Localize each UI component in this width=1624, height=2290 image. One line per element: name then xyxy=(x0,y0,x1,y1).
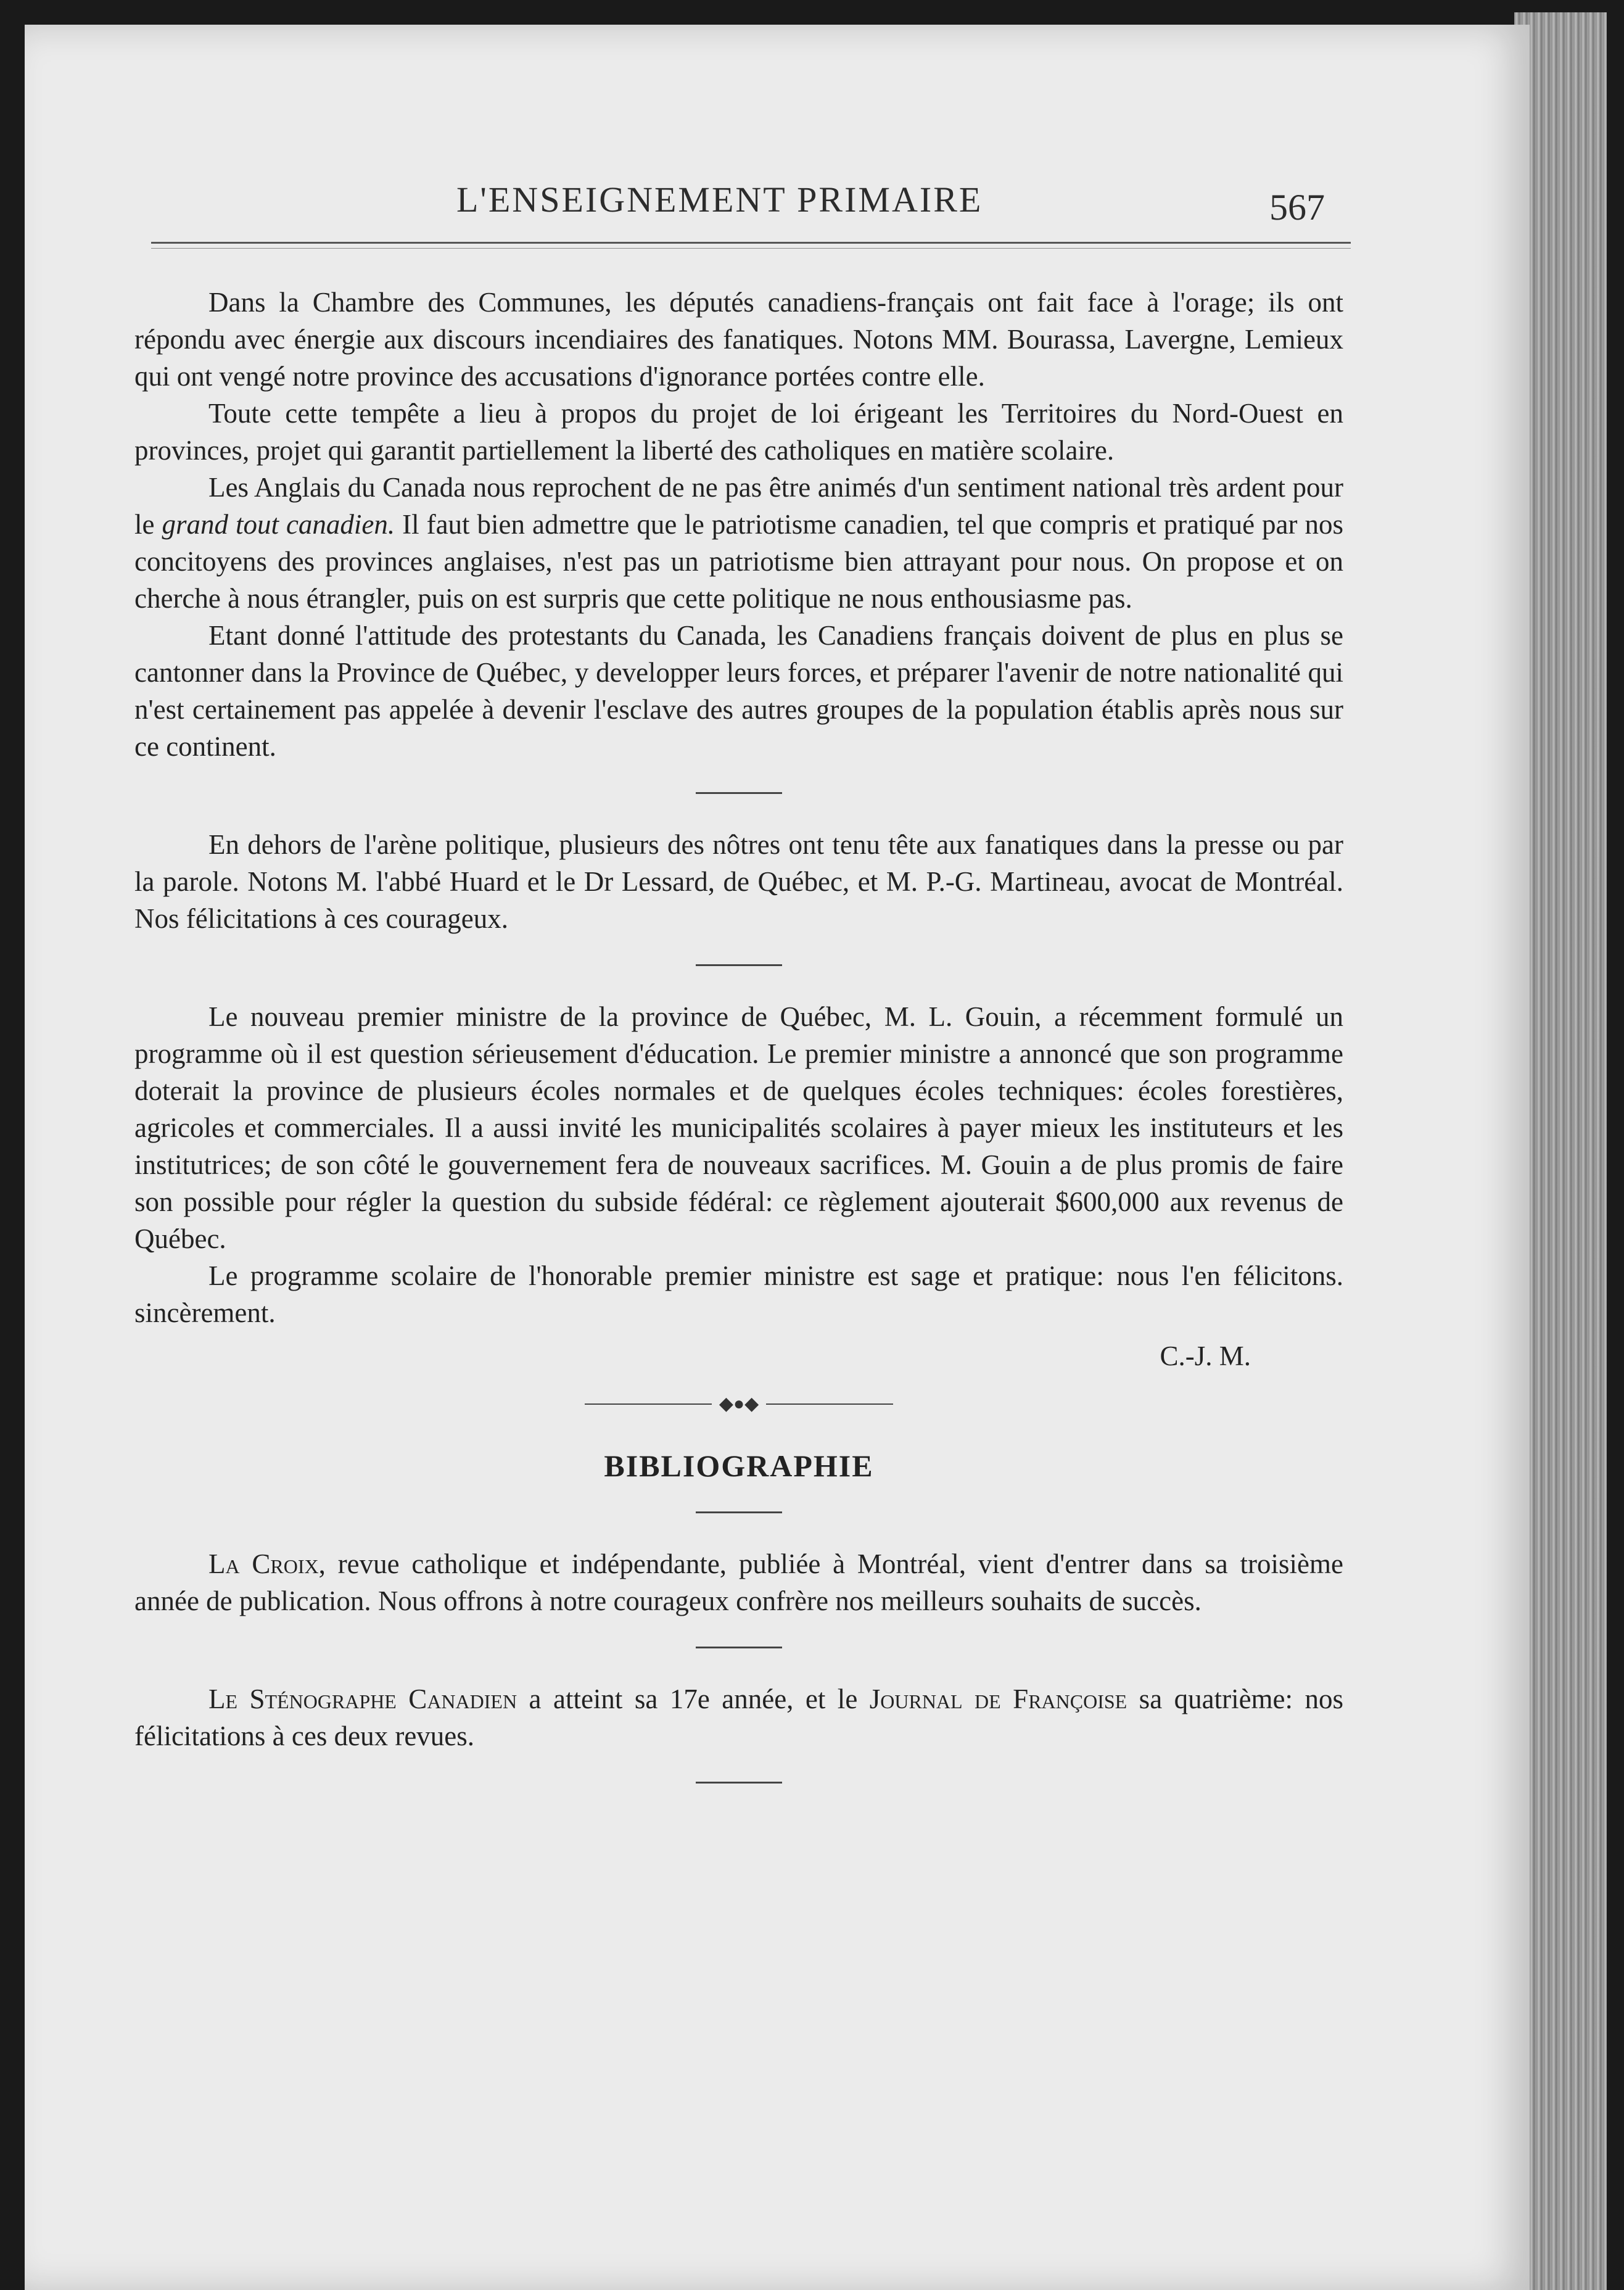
publication-name: Le Sténographe Canadien xyxy=(208,1684,517,1714)
section-divider xyxy=(696,792,782,794)
paragraph-4: Etant donné l'attitude des protestants du Canada, les Canadiens français doivent de plus en plus se cantonner dans la Province de Québec, y developper leurs forces, et préparer l'avenir de notre nationalité qui n'est certainement pas appelée à devenir l'esclave des autres groupes de la population établis après nous sur ce continent. xyxy=(134,620,1343,762)
header-rule-thin xyxy=(151,248,1351,249)
bibliography-item-2 xyxy=(134,1680,1343,1755)
paragraph-6: Le nouveau premier ministre de la province de Québec, M. L. Gouin, a récemment formulé un programme où il est question sérieusement d'éducation. Le premier ministre a annoncé que son programme doterait la province de plusieurs écoles normales et de quelques écoles techniques: écoles forestières, agricoles et commerciales. Il a aussi invité les municipalités scolaires à payer mieux les instituteurs et les institutrices; de son côté le gouvernement fera de nouveaux sacrifices. M. Gouin a de plus promis de faire son possible pour régler la question du subside fédéral: ce règlement ajouterait $600,000 aux revenus de Québec. xyxy=(134,1001,1343,1254)
paragraph-3 xyxy=(134,469,1343,617)
running-title: L'ENSEIGNEMENT PRIMAIRE xyxy=(456,180,983,220)
paragraph-2: Toute cette tempête a lieu à propos du projet de loi érigeant les Territoires du Nord-Ouest en provinces, projet qui garantit partiellement la liberté des catholiques en matière scolaire. xyxy=(134,398,1343,466)
signature: C.-J. M. xyxy=(1160,1341,1251,1371)
paragraph-7: Le programme scolaire de l'honorable premier ministre est sage et pratique: nous l'en félicitons. sincèrement. xyxy=(134,1260,1343,1328)
page-number: 567 xyxy=(1269,187,1325,228)
header-rule xyxy=(151,242,1351,244)
section-divider xyxy=(696,1782,782,1784)
publication-name: La Croix xyxy=(208,1548,319,1579)
publication-name: Journal de Françoise xyxy=(869,1684,1127,1714)
ornament-divider xyxy=(585,1386,893,1423)
section-divider xyxy=(696,1647,782,1648)
paragraph-1: Dans la Chambre des Communes, les députés canadiens-français ont fait face à l'orage; ils ont répondu avec énergie aux discours incendiaires des fanatiques. Notons MM. Bourassa, Lavergne, Lemieux qui ont vengé notre province des accusations d'ignorance portées contre elle. xyxy=(134,287,1343,392)
paragraph-3-part-a: Les Anglais du Canada nous reprochent de ne pas être animés d'un sentiment national très ardent pour le xyxy=(134,472,1343,540)
document-page xyxy=(25,25,1530,2290)
bibliography-item-2-mid: a atteint sa 17e année, et le xyxy=(517,1684,870,1714)
section-divider xyxy=(696,964,782,966)
bibliography-item-2-end: sa quatrième: nos félicitations à ces deux revues. xyxy=(134,1684,1344,1751)
bibliography-item-1 xyxy=(134,1545,1343,1619)
bibliography-title: BIBLIOGRAPHIE xyxy=(604,1449,874,1483)
ornament-line-right xyxy=(766,1403,893,1405)
ornament-icon: ◆●◆ xyxy=(719,1394,759,1414)
section-divider xyxy=(696,1511,782,1513)
ornament-line-left xyxy=(585,1403,712,1405)
page-body xyxy=(134,284,1343,1816)
paragraph-3-part-b: Il faut bien admettre que le patriotisme canadien, tel que compris et pratiqué par nos concitoyens des provinces anglaises, n'est pas un patriotisme bien attrayant pour nous. On propose et on cherche à nous étrangler, puis on est surpris que cette politique ne nous enthousiasme pas. xyxy=(134,509,1344,614)
paragraph-3-italic: grand tout canadien. xyxy=(162,509,395,540)
paragraph-5: En dehors de l'arène politique, plusieurs des nôtres ont tenu tête aux fanatiques dans la presse ou par la parole. Notons M. l'abbé Huard et le Dr Lessard, de Québec, et M. P.-G. Martineau, avocat de Montréal. Nos félicitations à ces courageux. xyxy=(134,829,1343,934)
bibliography-item-1-text: , revue catholique et indépendante, publiée à Montréal, vient d'entrer dans sa troisième année de publication. Nous offrons à notre courageux confrère nos meilleurs souhaits de succès. xyxy=(134,1548,1343,1616)
